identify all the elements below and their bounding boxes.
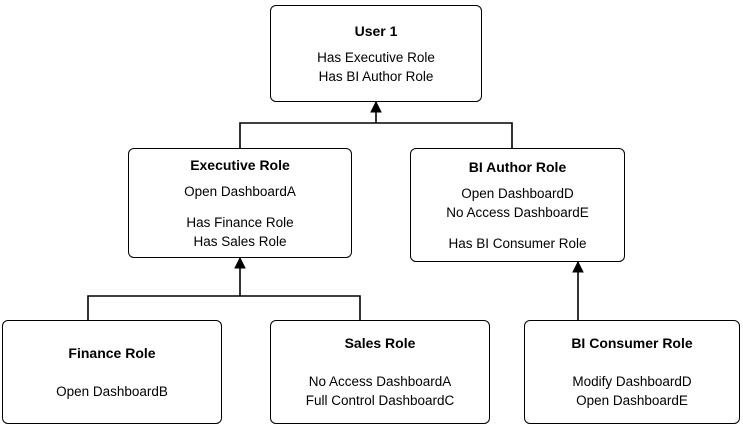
node-finance-role[interactable]: [2, 320, 222, 424]
node-line: Open DashboardD: [461, 185, 574, 201]
node-title: Sales Role: [344, 335, 416, 351]
node-title: BI Consumer Role: [571, 335, 693, 351]
node-line: Has Finance Role: [186, 214, 294, 230]
node-title: Executive Role: [190, 156, 290, 173]
node-title: User 1: [354, 22, 398, 39]
node-line: Open DashboardB: [56, 383, 168, 399]
node-line: Modify DashboardD: [572, 374, 692, 389]
node-line: Open DashboardA: [184, 183, 296, 199]
node-user-1[interactable]: [270, 5, 482, 102]
node-line: No Access DashboardE: [446, 204, 589, 220]
node-bi-consumer-role[interactable]: [524, 320, 740, 424]
node-title: BI Author Role: [468, 158, 567, 175]
node-line: Has BI Consumer Role: [448, 235, 587, 251]
node-executive-role[interactable]: [128, 148, 352, 258]
node-sales-role[interactable]: [270, 320, 490, 424]
node-line: Has Sales Role: [193, 233, 287, 249]
node-line: Open DashboardE: [576, 393, 688, 408]
node-line: No Access DashboardA: [308, 374, 452, 389]
node-line: Has BI Author Role: [318, 68, 434, 84]
node-line: Has Executive Role: [317, 49, 435, 65]
node-title: Finance Role: [68, 344, 156, 361]
node-bi-author-role[interactable]: [410, 148, 625, 262]
node-line: Full Control DashboardC: [305, 393, 455, 408]
